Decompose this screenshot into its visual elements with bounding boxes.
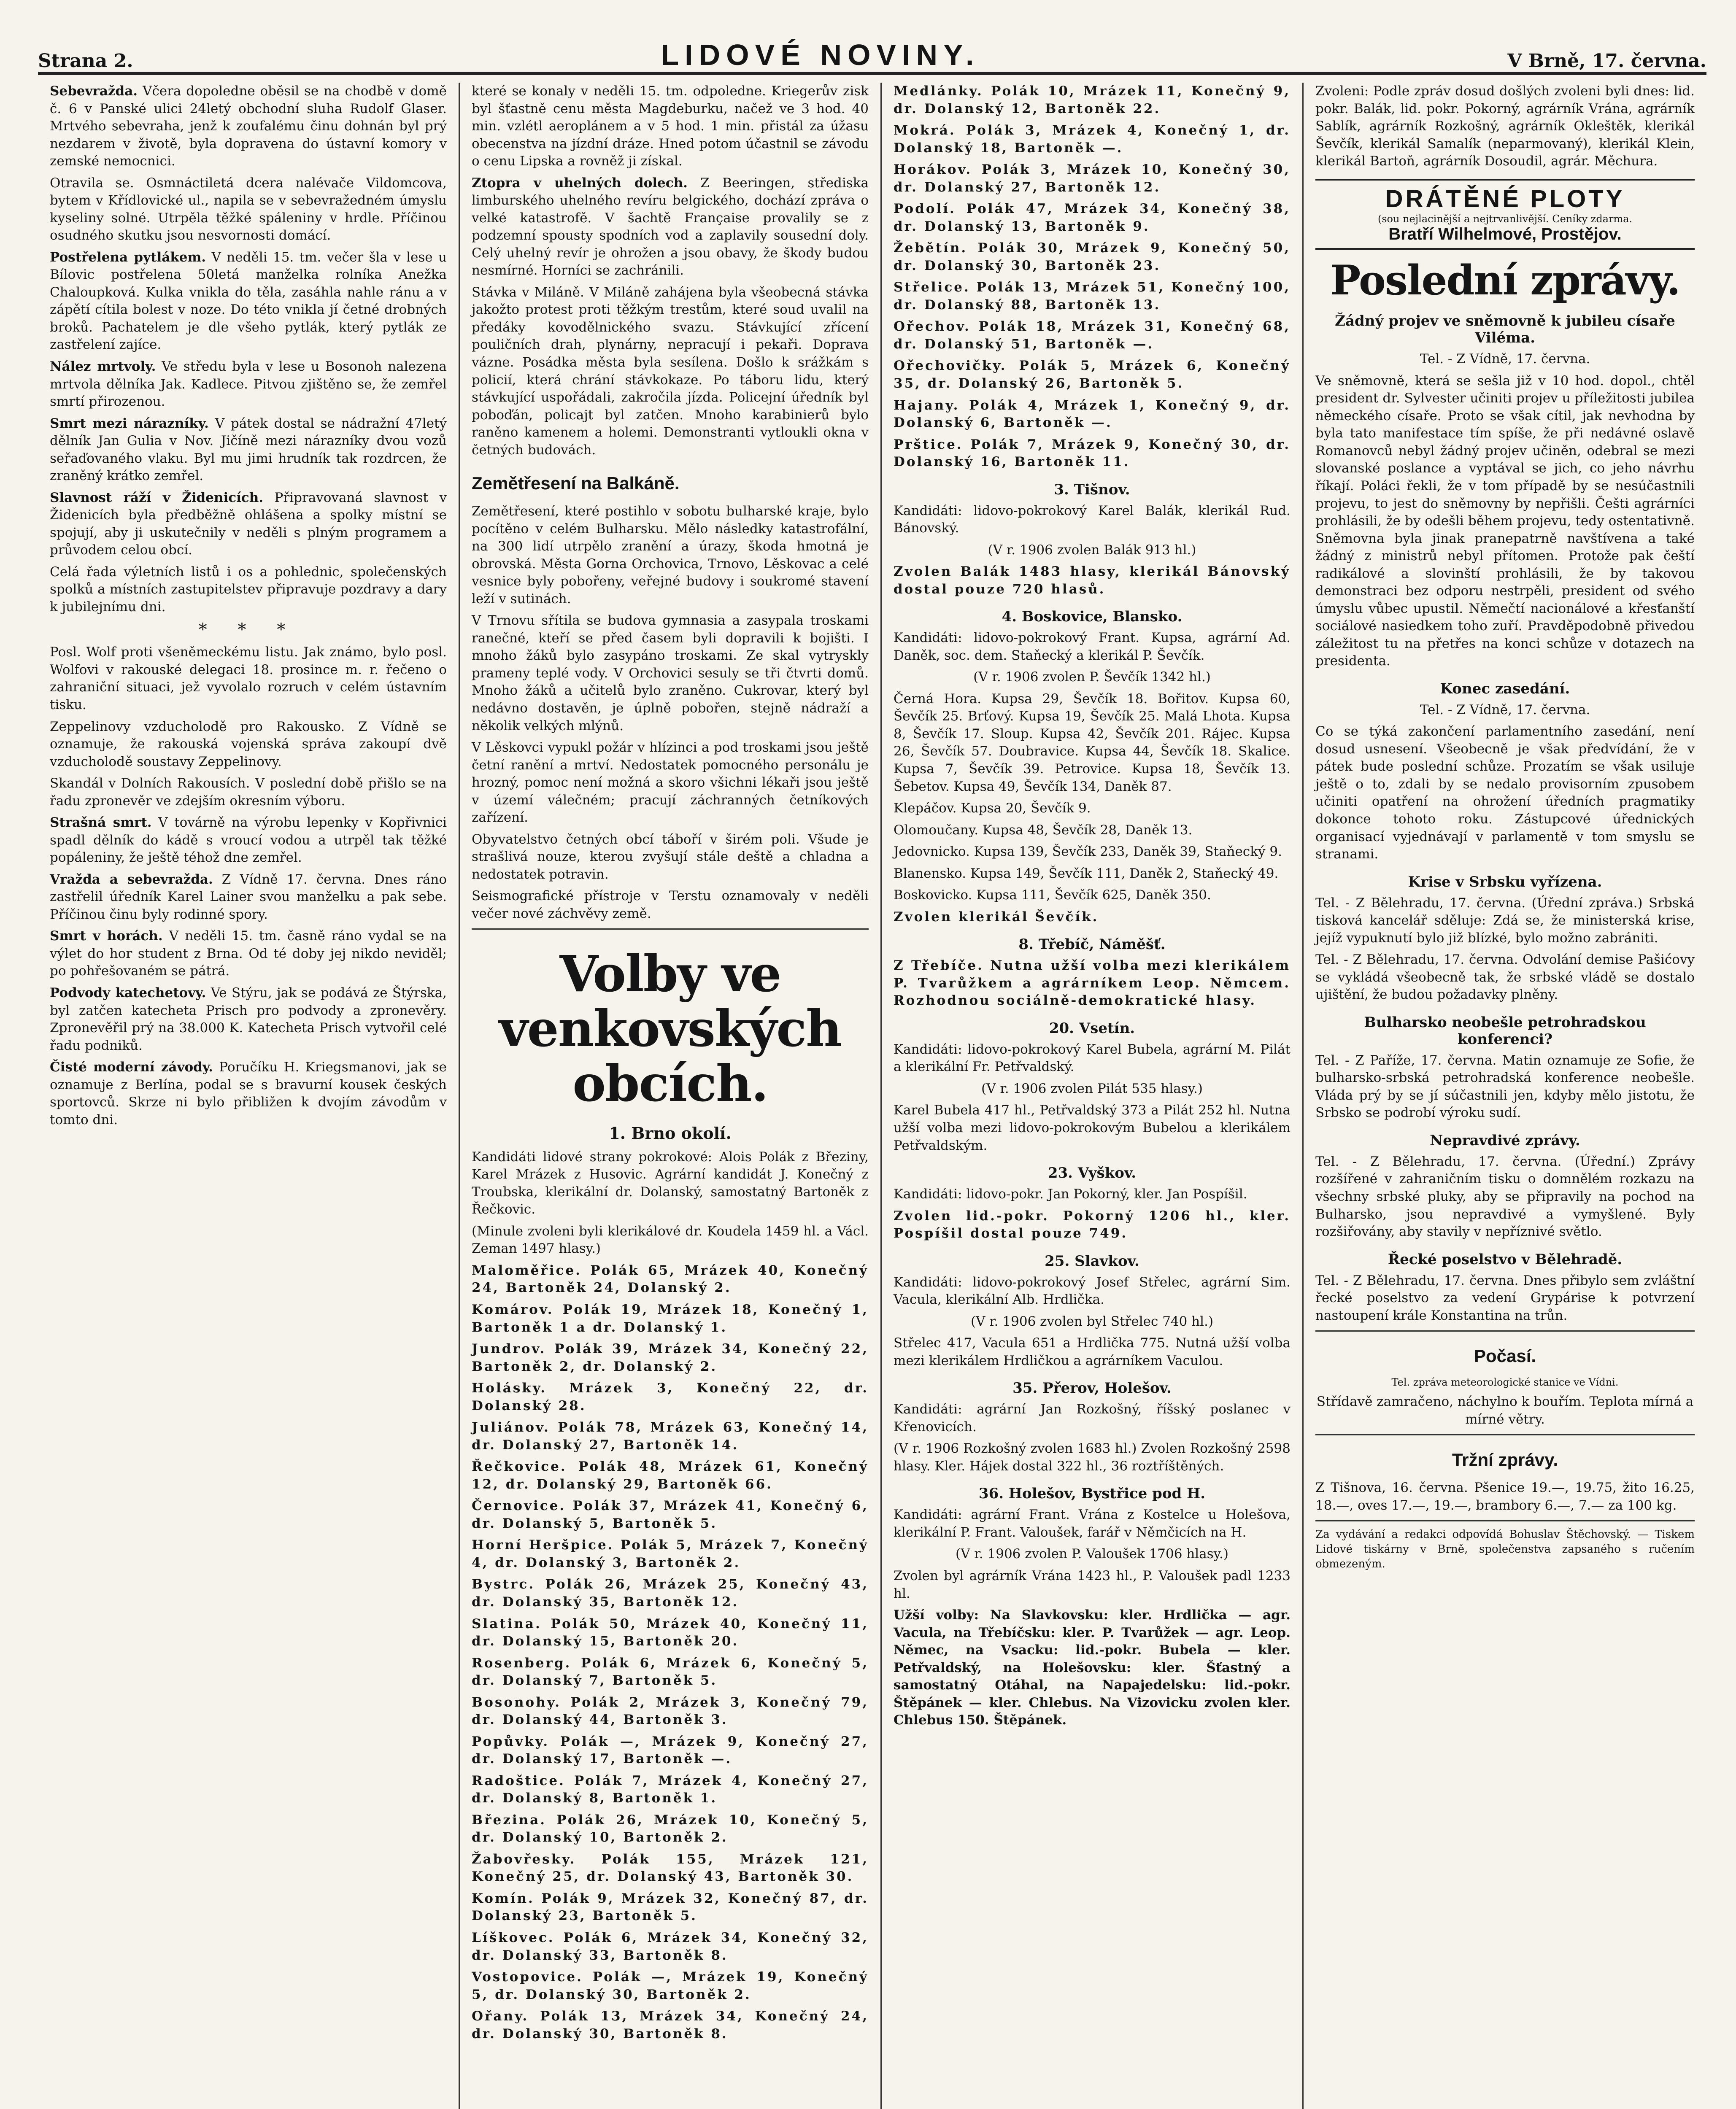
article-paragraph: Otravila se. Osmnáctiletá dcera nalévače Vildomcova, bytem v Křídlovické ul., napila se v sebevražedném úmyslu kyseliny solné. Utrpěla těžké spáleniny v hrdle. Příčinou osudného skutku jsou nesvornosti domácí.: [50, 175, 447, 243]
article-paragraph: (V r. 1906 zvolen P. Valoušek 1706 hlasy.): [956, 1546, 1228, 1562]
district-heading: 25. Slavkov.: [1045, 1252, 1139, 1270]
page-number: Strana 2.: [38, 50, 133, 72]
district-heading: 4. Boskovice, Blansko.: [1002, 608, 1183, 626]
article-paragraph: (V r. 1906 Rozkošný zvolen 1683 hl.) Zvolen Rozkošný 2598 hlasy. Kler. Hájek dostal 322 hl., 36 roztříštěných.: [894, 1441, 1291, 1474]
divider: [472, 928, 869, 930]
article-paragraph: Tel. - Z Bělehradu, 17. června. (Úřední.) Zprávy rozšířené v zahraničním tisku o domnělém rozkazu na všechny srbské pluky, aby se připravily na pochod na Bulharsko, jsou nepravdivé a vymyšlené. Byly rozšiřovány, aby stavily v nepříznivé světlo.: [1315, 1154, 1695, 1240]
article-paragraph: Kandidáti: lidovo-pokr. Jan Pokorný, kler. Jan Pospíšil.: [894, 1187, 1247, 1202]
market-text: Z Tišnova, 16. června. Pšenice 19.—, 19.75, žito 16.25, 18.—, oves 17.—, 19.—, brambory 6.—, 7.— za 100 kg.: [1315, 1480, 1695, 1513]
election-result: Blanensko. Kupsa 149, Ševčík 111, Daněk 2, Staňecký 49.: [894, 866, 1279, 881]
article-paragraph: V Lěskovci vypukl požár v hlízinci a pod troskami jsou ještě četní ranění a mrtví. Nedostatek pomocného personálu je hrozný, pomoc není možná a skoro všichni lékaři jsou ještě v území válečném; pracují záchranných četníkových zařízení.: [472, 740, 869, 825]
election-result: Holásky. Mrázek 3, Konečný 22, dr. Dolanský 28.: [472, 1381, 869, 1413]
election-result: Jedovnicko. Kupsa 139, Ševčík 233, Daněk 39, Staňecký 9.: [894, 844, 1282, 860]
news-subheading: Nepravdivé zprávy.: [1430, 1132, 1580, 1149]
article-heading: Postřelena pytlákem.: [50, 249, 206, 265]
column-4: [1304, 83, 1706, 2109]
election-result: Řečkovice. Polák 48, Mrázek 61, Konečný 12, dr. Dolanský 29, Bartoněk 66.: [472, 1459, 869, 1492]
article-heading: Nález mrtvoly.: [50, 359, 156, 374]
article-paragraph: Karel Bubela 417 hl., Petřvaldský 373 a Pilát 252 hl. Nutna užší volba mezi lidovo-pokrokovým Bubelou a klerikálem Petřvaldským.: [894, 1103, 1291, 1153]
columns: [38, 83, 1706, 2109]
article-paragraph: Seismografické přístroje v Terstu oznamovaly v neděli večer nové záchvěvy země.: [472, 888, 869, 921]
election-result: Boskovicko. Kupsa 111, Ševčík 625, Daněk 350.: [894, 887, 1211, 903]
article-paragraph: (V r. 1906 zvolen P. Ševčík 1342 hl.): [973, 669, 1211, 685]
article-paragraph: Celá řada výletních listů i os a pohlednic, společenských spolků a místních zastupitelstev připravuje pozdravy a dary k jubilejnímu dni.: [50, 564, 447, 615]
article-paragraph: [50, 358, 447, 411]
article-paragraph: Tel. - Z Bělehradu, 17. června. (Úřední zpráva.) Srbská tisková kancelář sděluje: Zdá se, že ministerská krise, jejíž vypuknutí bylo již blízké, bylo možno zabrániti.: [1315, 895, 1695, 946]
article-paragraph: (V r. 1906 zvolen byl Střelec 740 hl.): [970, 1313, 1214, 1329]
article-paragraph: Kandidáti: agrární Frant. Vrána z Kostelce u Holešova, klerikální P. Frant. Valoušek, farář v Němčicích na H.: [894, 1507, 1291, 1540]
election-result: Mokrá. Polák 3, Mrázek 4, Konečný 1, dr. Dolanský 18, Bartoněk —.: [894, 123, 1291, 156]
election-result: Podolí. Polák 47, Mrázek 34, Konečný 38, dr. Dolanský 13, Bartoněk 9.: [894, 201, 1291, 234]
article-paragraph: [50, 871, 447, 924]
election-result: Žabovřesky. Polák 155, Mrázek 121, Konečný 25, dr. Dolanský 43, Bartoněk 30.: [472, 1851, 869, 1885]
headline-latest-news: Poslední zprávy.: [1330, 256, 1680, 304]
article-paragraph: Ve sněmovně, která se sešla již v 10 hod. dopol., chtěl president dr. Sylvester učiniti projev u příležitosti jubilea německého císaře. Proto se však cítil, jak nevhodna by byla tato manifestace tím spíše, že při nedávné oslavě Romanovců nebyl žádný projev učiněn, odebral se mezi slovanské poslance a vyptával se jich, co jeho návrhu říkají. Poláci řekli, že v tom případě by se nesúčastnili projevu, to jest do sněmovny by nepřišli. Češti agrárníci prohlásili, že by odešli během projevu, tedy ostentativně. Sněmovna byla jinak pranepatrně navštívena a také žádný z ministrů nebyl přítomen. Protože pak čeští radikálové a slovinští prohlásili, že by takovou demonstraci bez odporu nestrpěli, president od svého úmyslu vůbec upustil. Němečtí nacionálové a křesťanští sociálové nasiedkem toho zuří. Pravděpodobně přivedou záležitost tu na přetřes na konci schůze v dotazech na presidenta.: [1315, 373, 1695, 669]
article-text: V neděli 15. tm. večer šla v lese u Bílovic postřelena 50letá manželka rolníka Anežka Chaloupková. Kulka vnikla do těla, zasáhla nahle ránu a v zápětí cítila bolest v noze. Do této vnikla jí četné drobných broků. Pachatelem je dle všeho pytlák, který pytlák ze zastřelení zajíce.: [50, 249, 447, 353]
article-paragraph: Posl. Wolf proti všeněmeckému listu. Jak známo, bylo posl. Wolfovi v rakouské delegaci 18. prosince m. r. řečeno o zahraniční situaci, jež vyvolalo rozruch v celém ústavním tisku.: [50, 645, 447, 712]
newspaper-title: LIDOVÉ NOVINY.: [661, 38, 980, 71]
election-result: Klepáčov. Kupsa 20, Ševčík 9.: [894, 801, 1091, 816]
imprint: Za vydávání a redakci odpovídá Bohuslav Štěchovský. — Tiskem Lidové tiskárny v Brně, společenstva zapsaného s ručením obmezeným.: [1315, 1528, 1695, 1571]
article-heading: Smrt v horách.: [50, 928, 163, 944]
article-heading: Vražda a sebevražda.: [50, 871, 213, 887]
article-text: Poručíku H. Kriegsmanovi, jak se oznamuje z Berlína, podal se s bravurní kousek českých sportovců. Skrze ni bylo přibližen k dvojím závodům v tomto dni.: [50, 1060, 447, 1127]
article-heading: Čisté moderní závody.: [50, 1060, 213, 1075]
election-result: Horní Heršpice. Polák 5, Mrázek 7, Konečný 4, dr. Dolanský 3, Bartoněk 2.: [472, 1537, 869, 1570]
article-paragraph: [50, 83, 447, 170]
column-2: [460, 83, 882, 2109]
election-result: Bystrc. Polák 26, Mrázek 25, Konečný 43, dr. Dolanský 35, Bartoněk 12.: [472, 1577, 869, 1610]
election-result: Maloměřice. Polák 65, Mrázek 40, Konečný 24, Bartoněk 24, Dolanský 2.: [472, 1262, 869, 1296]
election-result: Komárov. Polák 19, Mrázek 18, Konečný 1, Bartoněk 1 a dr. Dolanský 1.: [472, 1302, 869, 1335]
district-heading: 8. Třebíč, Náměšť.: [1018, 936, 1166, 953]
article-heading: Smrt mezi nárazníky.: [50, 415, 209, 431]
article-paragraph: Kandidáti: lidovo-pokrokový Frant. Kupsa, agrární Ad. Daněk, soc. dem. Staňecký a klerikál P. Ševčík.: [894, 630, 1291, 663]
election-result: Medlánky. Polák 10, Mrázek 11, Konečný 9, dr. Dolanský 12, Bartoněk 22.: [894, 84, 1291, 116]
district-heading: 23. Vyškov.: [1048, 1165, 1137, 1182]
election-result: Líškovec. Polák 6, Mrázek 34, Konečný 32, dr. Dolanský 33, Bartoněk 8.: [472, 1930, 869, 1963]
election-result: Slatina. Polák 50, Mrázek 40, Konečný 11, dr. Dolanský 15, Bartoněk 20.: [472, 1616, 869, 1649]
article-paragraph: [50, 415, 447, 485]
advertisement: [1315, 179, 1695, 250]
article-paragraph: [50, 1059, 447, 1129]
news-subheading: Žádný projev ve sněmovně k jubileu císaře Viléma.: [1335, 313, 1675, 347]
divider: [1315, 1520, 1695, 1521]
article-paragraph: Tel. - Z Bělehradu, 17. června. Dnes přibylo sem zvláštní řecké poselstvo za vedení Grypárise k potvrzení nastoupení krále Konstantina na trůn.: [1315, 1273, 1695, 1323]
article-paragraph: [472, 175, 869, 280]
article-paragraph: Tel. - Z Bělehradu, 17. června. Odvolání demise Pašićovy se vykládá všeobecně tak, že srbské vládě se dostalo ujištění, že budou požadavky plněny.: [1315, 952, 1695, 1003]
article-paragraph: Z Třebíče. Nutna užší volba mezi klerikálem P. Tvarůžkem a agrárníkem Leop. Němcem. Rozhodnou sociálně-demokratické hlasy.: [894, 958, 1291, 1009]
article-paragraph: Užší volby: Na Slavkovsku: kler. Hrdlička — agr. Vacula, na Třebíčsku: kler. P. Tvarůžek — agr. Leop. Němec, na Vsacku: lid.-pokr. Bubela — kler. Petřvaldský, na Holešovsku: kler. Šťastný a samostatný Otáhal, na Napajedelsku: lid.-pokr. Štěpánek — kler. Chlebus. Na Vizovicku zvolen kler. Chlebus 150. Štěpánek.: [894, 1607, 1291, 1728]
article-heading: Strašná smrt.: [50, 815, 152, 831]
article-paragraph: (V r. 1906 zvolen Balák 913 hl.): [988, 542, 1196, 558]
ad-subtitle: (sou nejlacinější a nejtrvanlivější. Ceníky zdarma.: [1377, 213, 1633, 225]
article-paragraph: které se konaly v neděli 15. tm. odpoledne. Kriegerův zisk byl šťastně cenu města Magdeburku, načež ve 3 hod. 40 min. vzlétl aeroplánem a v 5 hod. 1 min. přistál za úžasu obecenstva na jízdní dráze. Hned potom účastnil se závodu o cenu Lipska a rovněž ji získal.: [472, 84, 869, 169]
district-heading: 35. Přerov, Holešov.: [1012, 1380, 1172, 1397]
article-text: Z Beeringen, střediska limburského uhelného revíru belgického, dochází zpráva o velké katastrofě. V šachtě Française provalily se z podzemní spousty spodních vod a zaplavily sousední doly. Celý uhelný revír je ohrožen a jsou obavy, že škody budou nesmírné. Horníci se zachránili.: [472, 175, 869, 278]
election-result: Ořechov. Polák 18, Mrázek 31, Konečný 68, dr. Dolanský 51, Bartoněk —.: [894, 319, 1291, 352]
article-paragraph: (Minule zvoleni byli klerikálové dr. Koudela 1459 hl. a Václ. Zeman 1497 hlasy.): [472, 1223, 869, 1257]
election-result: Černá Hora. Kupsa 29, Ševčík 18. Bořitov. Kupsa 60, Ševčík 25. Brťový. Kupsa 19, Ševčík 25. Malá Lhota. Kupsa 8, Ševčík 17. Sloup. Kupsa 42, Ševčík 201. Rájec. Kupsa 26, Ševčík 57. Doubravice. Kupsa 44, Ševčík 18. Skalice. Kupsa 7, Ševčík 39. Petrovice. Kupsa 18, Ševčík 13. Šebetov. Kupsa 49, Ševčík 134, Daněk 87.: [894, 691, 1291, 794]
article-paragraph: Zvolen lid.-pokr. Pokorný 1206 hl., kler. Pospíšil dostal pouze 749.: [894, 1208, 1291, 1241]
article-paragraph: Zvolen klerikál Ševčík.: [894, 909, 1099, 925]
column-3: [882, 83, 1304, 2109]
article-text: V továrně na výrobu lepenky v Kopřivnici spadl dělník do kádě s vroucí vodou a utrpěl tak těžké popáleniny, že ještě téhož dne zemřel.: [50, 815, 447, 866]
ad-title: DRÁTĚNÉ PLOTY: [1385, 185, 1625, 213]
election-result: Juliánov. Polák 78, Mrázek 63, Konečný 14, dr. Dolanský 27, Bartoněk 14.: [472, 1420, 869, 1453]
article-paragraph: Zeppelinovy vzducholodě pro Rakousko. Z Vídně se oznamuje, že rakouská vojenská správa zakoupí dvě vzducholodě soustavy Zeppelinovy.: [50, 719, 447, 769]
district-heading: 1. Brno okolí.: [609, 1123, 732, 1143]
news-subheading: Bulharsko neobešle petrohradskou konferenci?: [1364, 1014, 1646, 1048]
article-paragraph: Zvoleni: Podle zpráv dosud došlých zvoleni byli dnes: lid. pokr. Balák, lid. pokr. Pokorný, agrárník Vrána, agrárník Sablík, agrárník Rozkošný, agrárník Okleštěk, klerikál Ševčík, klerikál Samalík (neparmovaný), klerikál Klein, klerikál Bartoň, agrárník Dosoudil, agrár. Měchura.: [1315, 84, 1695, 169]
news-subheading: Konec zasedání.: [1440, 680, 1570, 697]
article-paragraph: Kandidáti: lidovo-pokrokový Karel Balák, klerikál Rud. Bánovský.: [894, 503, 1291, 536]
article-paragraph: Co se týká zakončení parlamentního zasedání, není dosud usnesení. Všeobecně je však předvídání, že v pátek bude poslední schůze. Prozatím se však usiluje ještě o to, zdali by se nedalo provisorním zpusobem učiniti opatření na ohrožení úředních pragmatiky dokonce tohoto roku. Zástupcové úřednických organisací vyjednávají v parlamentě v tom smyslu se stranami.: [1315, 724, 1695, 862]
article-paragraph: Tel. - Z Paříže, 17. června. Matin oznamuje ze Sofie, že bulharsko-srbská petrohradská konference neobešle. Vláda prý by se jí súčastnili jen, kdyby mělo jistotu, že Srbsko se podrobí výroku sudí.: [1315, 1052, 1695, 1121]
district-heading: 3. Tišnov.: [1054, 481, 1130, 498]
article-paragraph: Kandidáti: agrární Jan Rozkošný, říšský poslanec v Křenovicích.: [894, 1402, 1291, 1435]
article-text: Z Vídně 17. června. Dnes ráno zastřelil úředník Karel Lainer svou manželku a pak sebe. Příčinou činu byly rodinné spory.: [50, 871, 447, 922]
district-heading: 36. Holešov, Bystřice pod H.: [978, 1485, 1206, 1502]
election-result: Jundrov. Polák 39, Mrázek 34, Konečný 22, Bartoněk 2, dr. Dolanský 2.: [472, 1341, 869, 1374]
election-result: Popůvky. Polák —, Mrázek 9, Konečný 27, dr. Dolanský 17, Bartoněk —.: [472, 1734, 869, 1767]
article-paragraph: Kandidáti lidové strany pokrokové: Alois Polák z Březiny, Karel Mrázek z Husovic. Agrární kandidát J. Konečný z Troubska, klerikální dr. Dolanský, samostatný Bartoněk z Řečkovic.: [472, 1149, 869, 1217]
dateline: Tel. - Z Vídně, 17. června.: [1420, 351, 1590, 367]
article-paragraph: Střelec 417, Vacula 651 a Hrdlička 775. Nutná užší volba mezi klerikálem Hrdličkou a agrárníkem Vaculou.: [894, 1335, 1291, 1368]
article-paragraph: [50, 984, 447, 1054]
article-paragraph: Obyvatelstvo četných obcí táboří v širém poli. Všude je strašlivá nouze, kterou zvyšují stále deště a chladna a nedostatek potravin.: [472, 831, 869, 882]
article-paragraph: (V r. 1906 zvolen Pilát 535 hlasy.): [981, 1081, 1203, 1096]
election-result: Vostopovice. Polák —, Mrázek 19, Konečný 5, dr. Dolanský 30, Bartoněk 2.: [472, 1969, 869, 2002]
section-heading-earthquake: Zemětřesení na Balkáně.: [472, 473, 680, 494]
article-paragraph: Stávka v Miláně. V Miláně zahájena byla všeobecná stávka jakožto protest proti těžkým trestům, které soud uvalil na předáky kovodělnického svazu. Stávkující zřícení pouličních drah, plynárny, nepracují i pekaři. Doprava vázne. Posádka města byla sesílena. Došlo k srážkám s policií, která chrání stávkokaze. Po táboru lidu, který stávkující uspořádali, zakročila jízda. Policejní úředník byl poboďán, policajt byl zatčen. Mnoho karabinierů bylo raněno kamenem a holemi. Demonstranti vytloukli okna v četných budovách.: [472, 284, 869, 458]
election-result: Hajany. Polák 4, Mrázek 1, Konečný 9, dr. Dolanský 6, Bartoněk —.: [894, 397, 1291, 431]
divider: [1315, 1434, 1695, 1435]
election-result: Černovice. Polák 37, Mrázek 41, Konečný 6, dr. Dolanský 5, Bartoněk 5.: [472, 1498, 869, 1531]
article-heading: Sebevražda.: [50, 84, 138, 99]
column-1: [38, 83, 460, 2109]
headline-elections: Volby ve venkovských obcích.: [499, 944, 841, 1113]
article-heading: Ztopra v uhelných dolech.: [472, 175, 688, 191]
election-result: Prštice. Polák 7, Mrázek 9, Konečný 30, dr. Dolanský 16, Bartoněk 11.: [894, 437, 1291, 470]
article-text: V neděli 15. tm. časně ráno vydal se na výlet do hor student z Brna. Od té doby jej nikdo neviděl; po pohřešovaném se pátrá.: [50, 928, 447, 979]
dateline: Tel. - Z Vídně, 17. června.: [1420, 702, 1590, 717]
article-paragraph: Zemětřesení, které postihlo v sobotu bulharské kraje, bylo pocítěno v celém Bulharsku. Mělo následky katastrofální, na 300 lidí utrpělo zranění a úrazy, škoda hmotná je obrovská. Města Gorna Orchovica, Trnovo, Lěskovac a celé vesnice byly pobořeny, veřejné budovy i soukromé stavení leží v sutinách.: [472, 504, 869, 607]
article-paragraph: [50, 249, 447, 354]
article-text: V pátek dostal se nádražní 47letý dělník Jan Gulia v Nov. Jičíně mezi nárazníky dvou vozů seřaďovaného vlaku. Byl mu jimi hrudník tak rozdrcen, že zraněný krátko zemřel.: [50, 415, 447, 484]
news-subheading: Krise v Srbsku vyřízena.: [1408, 873, 1602, 890]
election-result: Ořechovičky. Polák 5, Mrázek 6, Konečný 35, dr. Dolanský 26, Bartoněk 5.: [894, 358, 1291, 391]
article-paragraph: Zvolen Balák 1483 hlasy, klerikál Bánovský dostal pouze 720 hlasů.: [894, 564, 1291, 597]
weather-source: Tel. zpráva meteorologické stanice ve Vídni.: [1391, 1376, 1619, 1389]
article-heading: Podvody katechetovy.: [50, 985, 206, 1001]
article-paragraph: V Trnovu sřítila se budova gymnasia a zasypala troskami ranečné, kteří se před časem byli dopravili k bojišti. I mnoho žáků bylo zasypáno troskami. Ze skal vytryskly prameny teplé vody. V Orchovici sesuly se tři čtvrti domů. Mnoho žáků a učitelů bylo zraněno. Cukrovar, který byl nedávno dostavěn, je úplně pobořen, stejně nádraží a několik velkých mlýnů.: [472, 613, 869, 734]
article-heading: Slavnost ráží v Židenicích.: [50, 490, 264, 505]
article-paragraph: Kandidáti: lidovo-pokrokový Karel Bubela, agrární M. Pilát a klerikální Fr. Petřvaldský.: [894, 1041, 1291, 1075]
article-paragraph: Skandál v Dolních Rakousích. V poslední době přišlo se na řadu zpronevěr ve zdejším okresním výboru.: [50, 776, 447, 809]
article-paragraph: [50, 489, 447, 559]
issue-date: V Brně, 17. června.: [1507, 50, 1706, 72]
election-result: Bosonohy. Polák 2, Mrázek 3, Konečný 79, dr. Dolanský 44, Bartoněk 3.: [472, 1694, 869, 1728]
article-text: Připravovaná slavnost v Židenicích byla předběžně ohlášena a spolky místní se spojují, aby ji uskutečnily v neděli s plným programem a průvodem celou obcí.: [50, 490, 447, 558]
election-result: Žebětín. Polák 30, Mrázek 9, Konečný 50, dr. Dolanský 30, Bartoněk 23.: [894, 240, 1291, 273]
masthead: [38, 17, 1706, 75]
election-result: Olomoučany. Kupsa 48, Ševčík 28, Daněk 13.: [894, 822, 1193, 838]
weather-heading: Počasí.: [1474, 1346, 1536, 1366]
article-paragraph: [50, 928, 447, 980]
section-separator: * * *: [198, 620, 298, 640]
article-paragraph: Kandidáti: lidovo-pokrokový Josef Střelec, agrární Sim. Vacula, klerikální Alb. Hrdlička.: [894, 1274, 1291, 1308]
news-subheading: Řecké poselstvo v Bělehradě.: [1388, 1251, 1623, 1268]
election-result: Březina. Polák 26, Mrázek 10, Konečný 5, dr. Dolanský 10, Bartoněk 2.: [472, 1812, 869, 1845]
election-result: Střelice. Polák 13, Mrázek 51, Konečný 100, dr. Dolanský 88, Bartoněk 13.: [894, 280, 1291, 313]
ad-firm: Bratří Wilhelmové, Prostějov.: [1388, 224, 1622, 243]
district-heading: 20. Vsetín.: [1049, 1019, 1135, 1037]
election-result: Horákov. Polák 3, Mrázek 10, Konečný 30, dr. Dolanský 27, Bartoněk 12.: [894, 162, 1291, 195]
election-result: Radoštice. Polák 7, Mrázek 4, Konečný 27, dr. Dolanský 8, Bartoněk 1.: [472, 1773, 869, 1806]
article-paragraph: [50, 814, 447, 867]
article-text: Ve středu byla v lese u Bosonoh nalezena mrtvola dělníka Jak. Kadlece. Pitvou zjištěno se, že zemřel smrtí přirozenou.: [50, 359, 447, 410]
election-result: Komín. Polák 9, Mrázek 32, Konečný 87, dr. Dolanský 23, Bartoněk 5.: [472, 1891, 869, 1924]
election-result: Rosenberg. Polák 6, Mrázek 6, Konečný 5, dr. Dolanský 7, Bartoněk 5.: [472, 1655, 869, 1688]
divider: [1315, 1330, 1695, 1332]
weather-text: Střídavě zamračeno, náchylno k bouřím. Teplota mírná a mírné větry.: [1316, 1394, 1694, 1427]
article-text: Včera dopoledne oběsil se na chodbě v domě č. 6 v Panské ulici 24letý obchodní sluha Rudolf Glaser. Mrtvého sebevraha, jenž k zoufalému činu dohnán byl prý nezdarem v životě, byla dopravena do ústavní komory v zemské nemocnici.: [50, 84, 447, 169]
market-heading: Tržní zprávy.: [1452, 1450, 1558, 1470]
election-result: Ořany. Polák 13, Mrázek 34, Konečný 24, dr. Dolanský 30, Bartoněk 8.: [472, 2009, 869, 2042]
article-text: Ve Stýru, jak se podává ze Štýrska, byl zatčen katecheta Prisch pro podvody a zpronevěry. Zpronevěřil prý na 38.000 K. Katecheta Prisch vytvořil celé řadu podniků.: [50, 985, 447, 1053]
article-paragraph: Zvolen byl agrárník Vrána 1423 hl., P. Valoušek padl 1233 hl.: [894, 1568, 1291, 1601]
